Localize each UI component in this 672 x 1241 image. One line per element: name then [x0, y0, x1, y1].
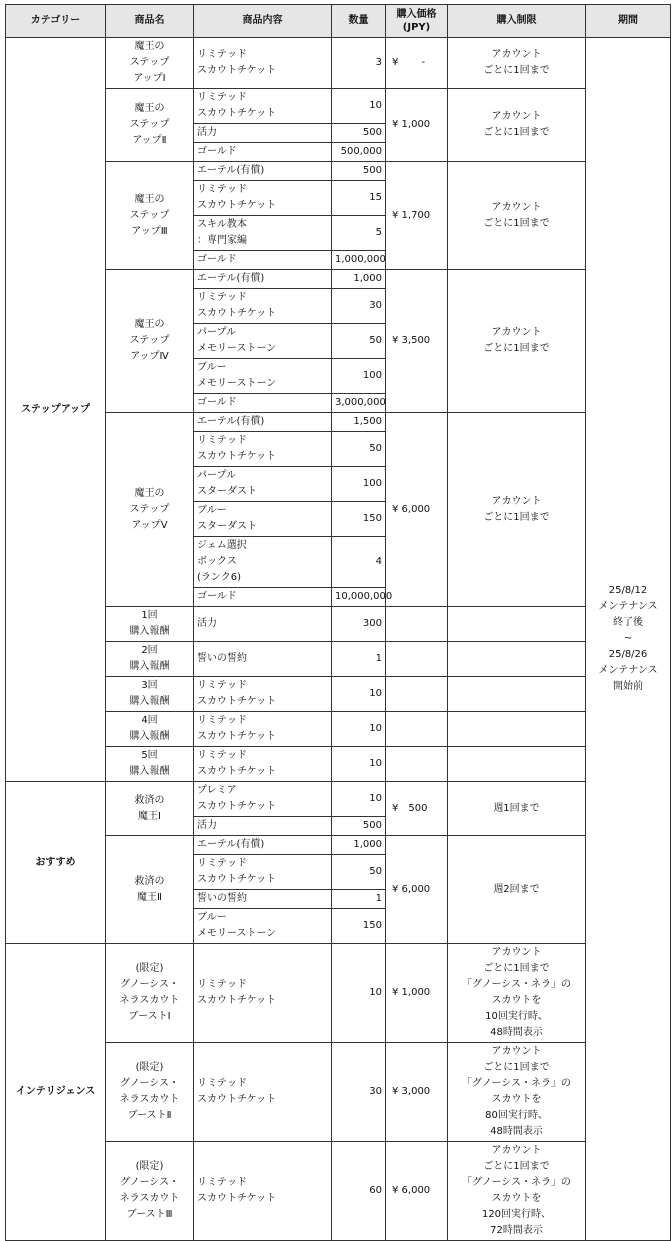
product-name-cell: 5回 購入報酬 — [106, 747, 194, 782]
quantity-cell: 10 — [332, 944, 386, 1043]
product-content-cell: スキル教本 ：専門家編 — [194, 216, 332, 251]
quantity-cell: 150 — [332, 502, 386, 537]
product-content-cell: リミテッド スカウトチケット — [194, 747, 332, 782]
product-name-cell: 魔王の ステップ アップⅢ — [106, 162, 194, 270]
quantity-cell: 1,000 — [332, 836, 386, 855]
table-body — [6, 38, 671, 1241]
shop-items-table — [5, 4, 671, 1241]
quantity-cell: 100 — [332, 467, 386, 502]
price-cell — [386, 642, 448, 677]
product-name-cell: 3回 購入報酬 — [106, 677, 194, 712]
purchase-limit-cell: アカウント ごとに1回まで — [448, 38, 586, 89]
category-cell: ステップアップ — [6, 38, 106, 782]
quantity-cell: 10 — [332, 712, 386, 747]
purchase-limit-cell — [448, 712, 586, 747]
table-row — [6, 1043, 671, 1142]
price-cell: ¥ 3,500 — [386, 270, 448, 413]
product-name-cell: 救済の 魔王Ⅱ — [106, 836, 194, 944]
product-content-cell: リミテッド スカウトチケット — [194, 181, 332, 216]
product-content-cell: リミテッド スカウトチケット — [194, 89, 332, 124]
purchase-limit-cell: アカウント ごとに1回まで — [448, 162, 586, 270]
product-content-cell: リミテッド スカウトチケット — [194, 289, 332, 324]
price-cell: ¥ 6,000 — [386, 413, 448, 607]
header-row — [6, 5, 671, 38]
price-cell — [386, 747, 448, 782]
quantity-cell: 30 — [332, 1043, 386, 1142]
price-cell — [386, 607, 448, 642]
purchase-limit-cell: アカウント ごとに1回まで — [448, 270, 586, 413]
product-content-cell: リミテッド スカウトチケット — [194, 1043, 332, 1142]
quantity-cell: 1,000 — [332, 270, 386, 289]
product-content-cell: エーテル(有償) — [194, 413, 332, 432]
quantity-cell: 100 — [332, 359, 386, 394]
quantity-cell: 10 — [332, 677, 386, 712]
table-row — [6, 607, 671, 642]
quantity-cell: 15 — [332, 181, 386, 216]
quantity-cell: 50 — [332, 324, 386, 359]
product-name-cell: (限定) グノーシス・ ネラスカウト ブーストⅡ — [106, 1043, 194, 1142]
product-content-cell: ゴールド — [194, 251, 332, 270]
purchase-limit-cell: アカウント ごとに1回まで — [448, 89, 586, 162]
table-row — [6, 162, 671, 181]
purchase-limit-cell — [448, 607, 586, 642]
quantity-cell: 30 — [332, 289, 386, 324]
product-content-cell: エーテル(有償) — [194, 270, 332, 289]
quantity-cell: 60 — [332, 1142, 386, 1241]
product-content-cell: リミテッド スカウトチケット — [194, 855, 332, 890]
category-cell: おすすめ — [6, 782, 106, 944]
header-category: カテゴリー — [6, 5, 106, 38]
quantity-cell: 10,000,000 — [332, 588, 386, 607]
quantity-cell: 5 — [332, 216, 386, 251]
header-product-content: 商品内容 — [194, 5, 332, 38]
table-row — [6, 642, 671, 677]
table-row — [6, 1142, 671, 1241]
product-name-cell: (限定) グノーシス・ ネラスカウト ブーストⅢ — [106, 1142, 194, 1241]
purchase-limit-cell: アカウント ごとに1回まで 「グノーシス・ネラ」の スカウトを 80回実行時、 48時間表示 — [448, 1043, 586, 1142]
table-row — [6, 413, 671, 432]
header-period: 期間 — [586, 5, 671, 38]
table-row — [6, 270, 671, 289]
product-content-cell: パープル スターダスト — [194, 467, 332, 502]
table-row — [6, 944, 671, 1043]
product-content-cell: エーテル(有償) — [194, 836, 332, 855]
quantity-cell: 3 — [332, 38, 386, 89]
quantity-cell: 1,000,000 — [332, 251, 386, 270]
quantity-cell: 500 — [332, 124, 386, 143]
price-cell: ¥ 500 — [386, 782, 448, 836]
product-content-cell: リミテッド スカウトチケット — [194, 432, 332, 467]
product-content-cell: 活力 — [194, 817, 332, 836]
product-content-cell: プレミア スカウトチケット — [194, 782, 332, 817]
purchase-limit-cell — [448, 642, 586, 677]
product-name-cell: 4回 購入報酬 — [106, 712, 194, 747]
product-name-cell: 魔王の ステップ アップⅤ — [106, 413, 194, 607]
product-content-cell: パープル メモリーストーン — [194, 324, 332, 359]
product-content-cell: ジェム選択 ボックス (ランク6) — [194, 537, 332, 588]
price-cell: ¥ - — [386, 38, 448, 89]
header-quantity: 数量 — [332, 5, 386, 38]
header-price: 購入価格 (JPY) — [386, 5, 448, 38]
product-content-cell: ゴールド — [194, 588, 332, 607]
product-content-cell: ゴールド — [194, 394, 332, 413]
quantity-cell: 1 — [332, 642, 386, 677]
quantity-cell: 10 — [332, 747, 386, 782]
purchase-limit-cell: 週1回まで — [448, 782, 586, 836]
product-name-cell: 救済の 魔王Ⅰ — [106, 782, 194, 836]
table-row — [6, 836, 671, 855]
table-row — [6, 712, 671, 747]
product-content-cell: リミテッド スカウトチケット — [194, 677, 332, 712]
purchase-limit-cell: アカウント ごとに1回まで 「グノーシス・ネラ」の スカウトを 120回実行時、 72時間表示 — [448, 1142, 586, 1241]
quantity-cell: 1 — [332, 890, 386, 909]
price-cell: ¥ 1,000 — [386, 89, 448, 162]
price-cell — [386, 677, 448, 712]
period-cell: 25/8/12 メンテナンス 終了後 ~ 25/8/26 メンテナンス 開始前 — [586, 38, 671, 1241]
purchase-limit-cell: アカウント ごとに1回まで — [448, 413, 586, 607]
table-row — [6, 38, 671, 89]
product-name-cell: 魔王の ステップ アップⅠ — [106, 38, 194, 89]
quantity-cell: 50 — [332, 855, 386, 890]
product-name-cell: (限定) グノーシス・ ネラスカウト ブーストⅠ — [106, 944, 194, 1043]
price-cell — [386, 712, 448, 747]
quantity-cell: 3,000,000 — [332, 394, 386, 413]
price-cell: ¥ 3,000 — [386, 1043, 448, 1142]
price-cell: ¥ 6,000 — [386, 1142, 448, 1241]
product-content-cell: ブルー メモリーストーン — [194, 909, 332, 944]
quantity-cell: 50 — [332, 432, 386, 467]
table-row — [6, 747, 671, 782]
product-content-cell: 誓いの誓約 — [194, 642, 332, 677]
product-content-cell: 活力 — [194, 124, 332, 143]
quantity-cell: 10 — [332, 782, 386, 817]
table-row — [6, 89, 671, 124]
purchase-limit-cell: 週2回まで — [448, 836, 586, 944]
product-content-cell: ブルー メモリーストーン — [194, 359, 332, 394]
quantity-cell: 300 — [332, 607, 386, 642]
product-name-cell: 1回 購入報酬 — [106, 607, 194, 642]
quantity-cell: 150 — [332, 909, 386, 944]
quantity-cell: 1,500 — [332, 413, 386, 432]
quantity-cell: 500 — [332, 162, 386, 181]
product-name-cell: 2回 購入報酬 — [106, 642, 194, 677]
product-content-cell: 誓いの誓約 — [194, 890, 332, 909]
product-content-cell: リミテッド スカウトチケット — [194, 712, 332, 747]
product-name-cell: 魔王の ステップ アップⅣ — [106, 270, 194, 413]
product-name-cell: 魔王の ステップ アップⅡ — [106, 89, 194, 162]
price-cell: ¥ 6,000 — [386, 836, 448, 944]
price-cell: ¥ 1,000 — [386, 944, 448, 1043]
header-product-name: 商品名 — [106, 5, 194, 38]
purchase-limit-cell: アカウント ごとに1回まで 「グノーシス・ネラ」の スカウトを 10回実行時、 48時間表示 — [448, 944, 586, 1043]
table-row — [6, 782, 671, 817]
product-content-cell: 活力 — [194, 607, 332, 642]
quantity-cell: 500 — [332, 817, 386, 836]
table-row — [6, 677, 671, 712]
purchase-limit-cell — [448, 747, 586, 782]
product-content-cell: ブルー スターダスト — [194, 502, 332, 537]
price-cell: ¥ 1,700 — [386, 162, 448, 270]
quantity-cell: 10 — [332, 89, 386, 124]
quantity-cell: 500,000 — [332, 143, 386, 162]
product-content-cell: リミテッド スカウトチケット — [194, 944, 332, 1043]
product-content-cell: エーテル(有償) — [194, 162, 332, 181]
product-content-cell: リミテッド スカウトチケット — [194, 1142, 332, 1241]
category-cell: インテリジェンス — [6, 944, 106, 1241]
product-content-cell: リミテッド スカウトチケット — [194, 38, 332, 89]
purchase-limit-cell — [448, 677, 586, 712]
header-purchase-limit: 購入制限 — [448, 5, 586, 38]
product-content-cell: ゴールド — [194, 143, 332, 162]
quantity-cell: 4 — [332, 537, 386, 588]
